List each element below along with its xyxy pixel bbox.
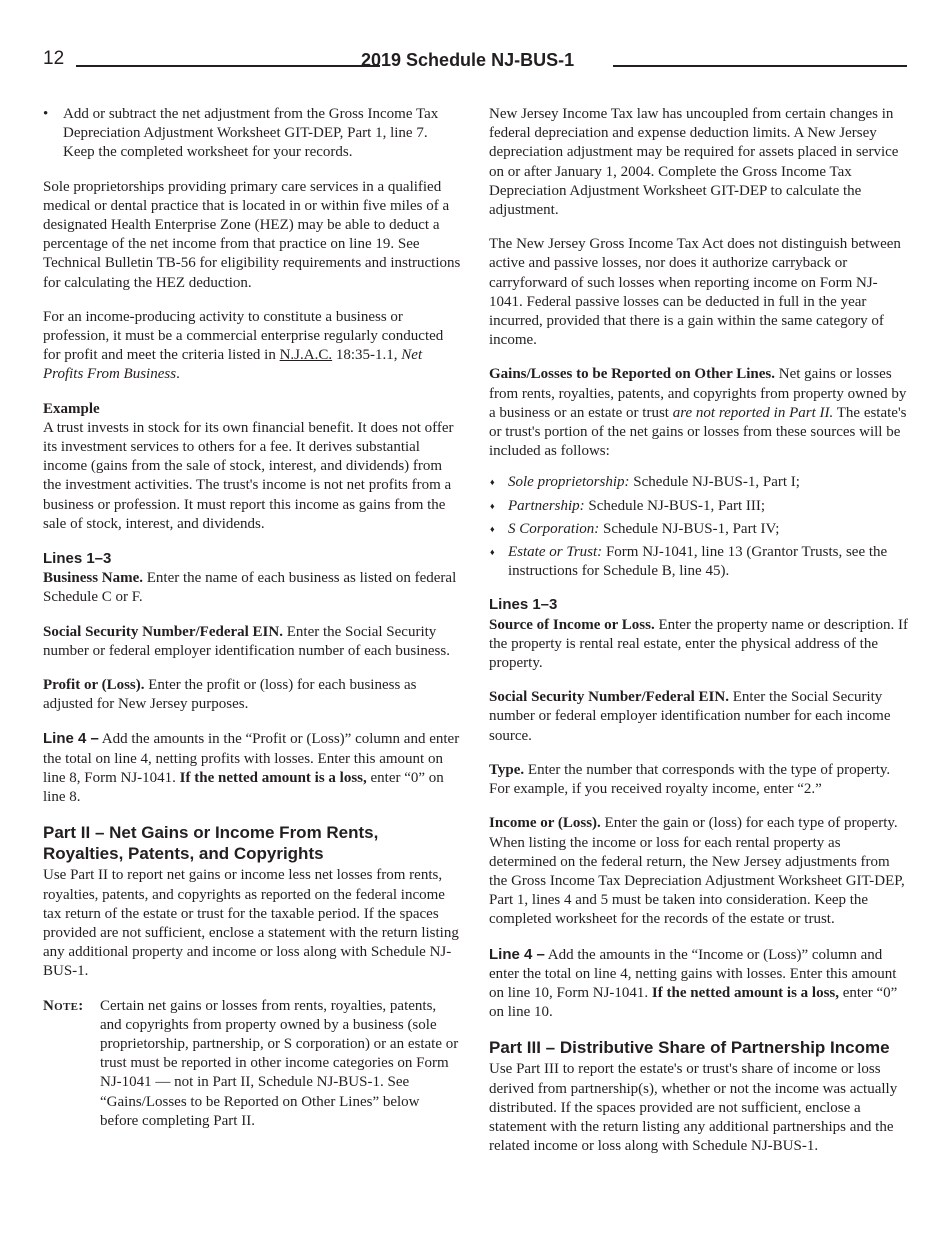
right-column: [489, 105, 908, 1171]
part-3-paragraph: Use Part III to report the estate's or trust's share of income or loss derived from partnership(s), whether or not the income was actually distributed. If the spaces provided are not sufficient, enclose a statement with the return listing any additional partnerships and the related income or loss along with Schedule NJ-BUS-1.: [489, 1061, 898, 1155]
reporting-list: [489, 473, 908, 581]
passive-losses-paragraph: The New Jersey Gross Income Tax Act does not distinguish between active and passive losses, nor does it authorize carryback or carryforward of such losses when reporting income on Form NJ-1041. Federal passive losses can be deducted in full in the year incurred, provided that there is a gain within the same category of income.: [489, 236, 901, 349]
line-4-paragraph-right: Line 4 – Add the amounts in the “Income or (Loss)” column and enter the total on line 4, netting gains with losses. Enter this amount on line 10, Form NJ-1041. If the netted amount is a loss, enter “0” on line 10.: [489, 945, 898, 1021]
type-paragraph: Type. Enter the number that corresponds with the type of property. For example, if you received royalty income, enter “2.”: [489, 761, 891, 798]
business-name-paragraph: Business Name. Enter the name of each business as listed on federal Schedule C or F.: [43, 570, 457, 606]
part-2-paragraph: Use Part II to report net gains or income less net losses from rents, royalties, patents, and copyrights as reported on the federal income tax return of the estate or trust for the taxable period. If the spaces provided are not sufficient, enclose a statement with the return listing any additional property and income or loss along with Schedule NJ-BUS-1.: [43, 867, 459, 980]
njac-link[interactable]: N.J.A.C.: [279, 347, 333, 364]
list-item: ♦ Partnership: Schedule NJ-BUS-1, Part III;: [489, 497, 908, 516]
ssn-ein-paragraph-right: Social Security Number/Federal EIN. Enter the Social Security number or federal employer identification number for each income source.: [489, 689, 891, 744]
list-item: ♦ Estate or Trust: Form NJ-1041, line 13 (Grantor Trusts, see the instructions for Schedule B, line 45).: [489, 543, 908, 581]
note-label: Note:: [43, 997, 84, 1014]
left-column: [43, 105, 461, 1131]
ssn-ein-paragraph: Social Security Number/Federal EIN. Enter the Social Security number or federal employer identification number of each business.: [43, 623, 450, 659]
note-block: [43, 997, 461, 1131]
part-2-heading: Part II – Net Gains or Income From Rents, Royalties, Patents, and Copyrights: [43, 823, 379, 864]
page-header: [43, 48, 907, 78]
list-item: ♦ S Corporation: Schedule NJ-BUS-1, Part IV;: [489, 520, 908, 539]
document-title: 2019 Schedule NJ-BUS-1: [361, 50, 575, 70]
business-criteria-paragraph: For an income-producing activity to constitute a business or profession, it must be a commercial enterprise regularly conducted for profit and meet the criteria listed in N.J.A.C. 18:35-1.1, Net Profits From Business.: [43, 308, 444, 383]
profit-loss-paragraph: Profit or (Loss). Enter the profit or (loss) for each business as adjusted for New Jersey purposes.: [43, 677, 417, 713]
example-heading: Example: [43, 400, 100, 417]
part-3-heading: Part III – Distributive Share of Partnership Income: [489, 1038, 890, 1058]
depreciation-paragraph: New Jersey Income Tax law has uncoupled from certain changes in federal depreciation and expense deduction limits. A New Jersey depreciation adjustment may be required for assets placed in service on or after January 1, 2004. Complete the Gross Income Tax Depreciation Adjustment Worksheet GIT-DEP to calculate the adjustment.: [489, 106, 899, 219]
list-item: ♦ Sole proprietorship: Schedule NJ-BUS-1, Part I;: [489, 473, 908, 492]
note-text: Certain net gains or losses from rents, royalties, patents, and copyrights from property owned by a business (sole proprietorship, partnership, or S corporation) or an estate or trust must be reported in other income categories on Form NJ-1041 — not in Part II, Schedule NJ-BUS-1. See “Gains/Losses to be Reported on Other Lines” below before completing Part II.: [100, 997, 459, 1129]
bullet-git-dep: • Add or subtract the net adjustment from the Gross Income Tax Depreciation Adjustment Worksheet GIT-DEP, Part 1, line 7. Keep the completed worksheet for your records.: [43, 105, 461, 163]
example-paragraph: A trust invests in stock for its own financial benefit. It does not offer its investment services to others for a fee. It derives substantial income (gains from the sale of stock, interest, and dividends) from the investment activities. The trust's income is not net profits from a business or profession. It must report this income as gains from the sale of stock, interest, and dividends.: [43, 419, 454, 532]
header-rule-right: [613, 65, 907, 67]
line-4-paragraph: Line 4 – Add the amounts in the “Profit or (Loss)” column and enter the total on line 4, netting profits with losses. Enter this amount on line 8, Form NJ-1041. If the netted amount is a loss, enter “0” on line 8.: [43, 730, 460, 806]
source-paragraph: Source of Income or Loss. Enter the property name or description. If the property is rental real estate, enter the physical address of the property.: [489, 616, 908, 672]
income-loss-paragraph: Income or (Loss). Enter the gain or (loss) for each type of property. When listing the income or loss for each rental property as determined on the federal return, the New Jersey adjustments from the Gross Income Tax Depreciation Adjustment Worksheet GIT-DEP, Part 1, lines 4 and 5 must be taken into consideration. Keep the completed worksheet for the records of the estate or trust.: [489, 815, 905, 928]
hez-paragraph: Sole proprietorships providing primary care services in a qualified medical or dental practice that is located in or within five miles of a designated Health Enterprise Zone (HEZ) may be able to deduct a percentage of the net income from that practice on line 19. See Technical Bulletin TB-56 for eligibility requirements and instructions for calculating the HEZ deduction.: [43, 178, 461, 291]
lines-1-3-heading: Lines 1–3: [43, 550, 112, 568]
lines-1-3-heading-right: Lines 1–3: [489, 596, 558, 614]
page-number: 12: [43, 48, 65, 69]
gains-losses-paragraph: Gains/Losses to be Reported on Other Lines. Net gains or losses from rents, royalties, patents, and copyrights from property owned by a business or an estate or trust are not reported in Part II. The estate's or trust's portion of the net gains or losses from these sources will be included as follows:: [489, 366, 907, 460]
header-rule-left: [76, 65, 380, 67]
